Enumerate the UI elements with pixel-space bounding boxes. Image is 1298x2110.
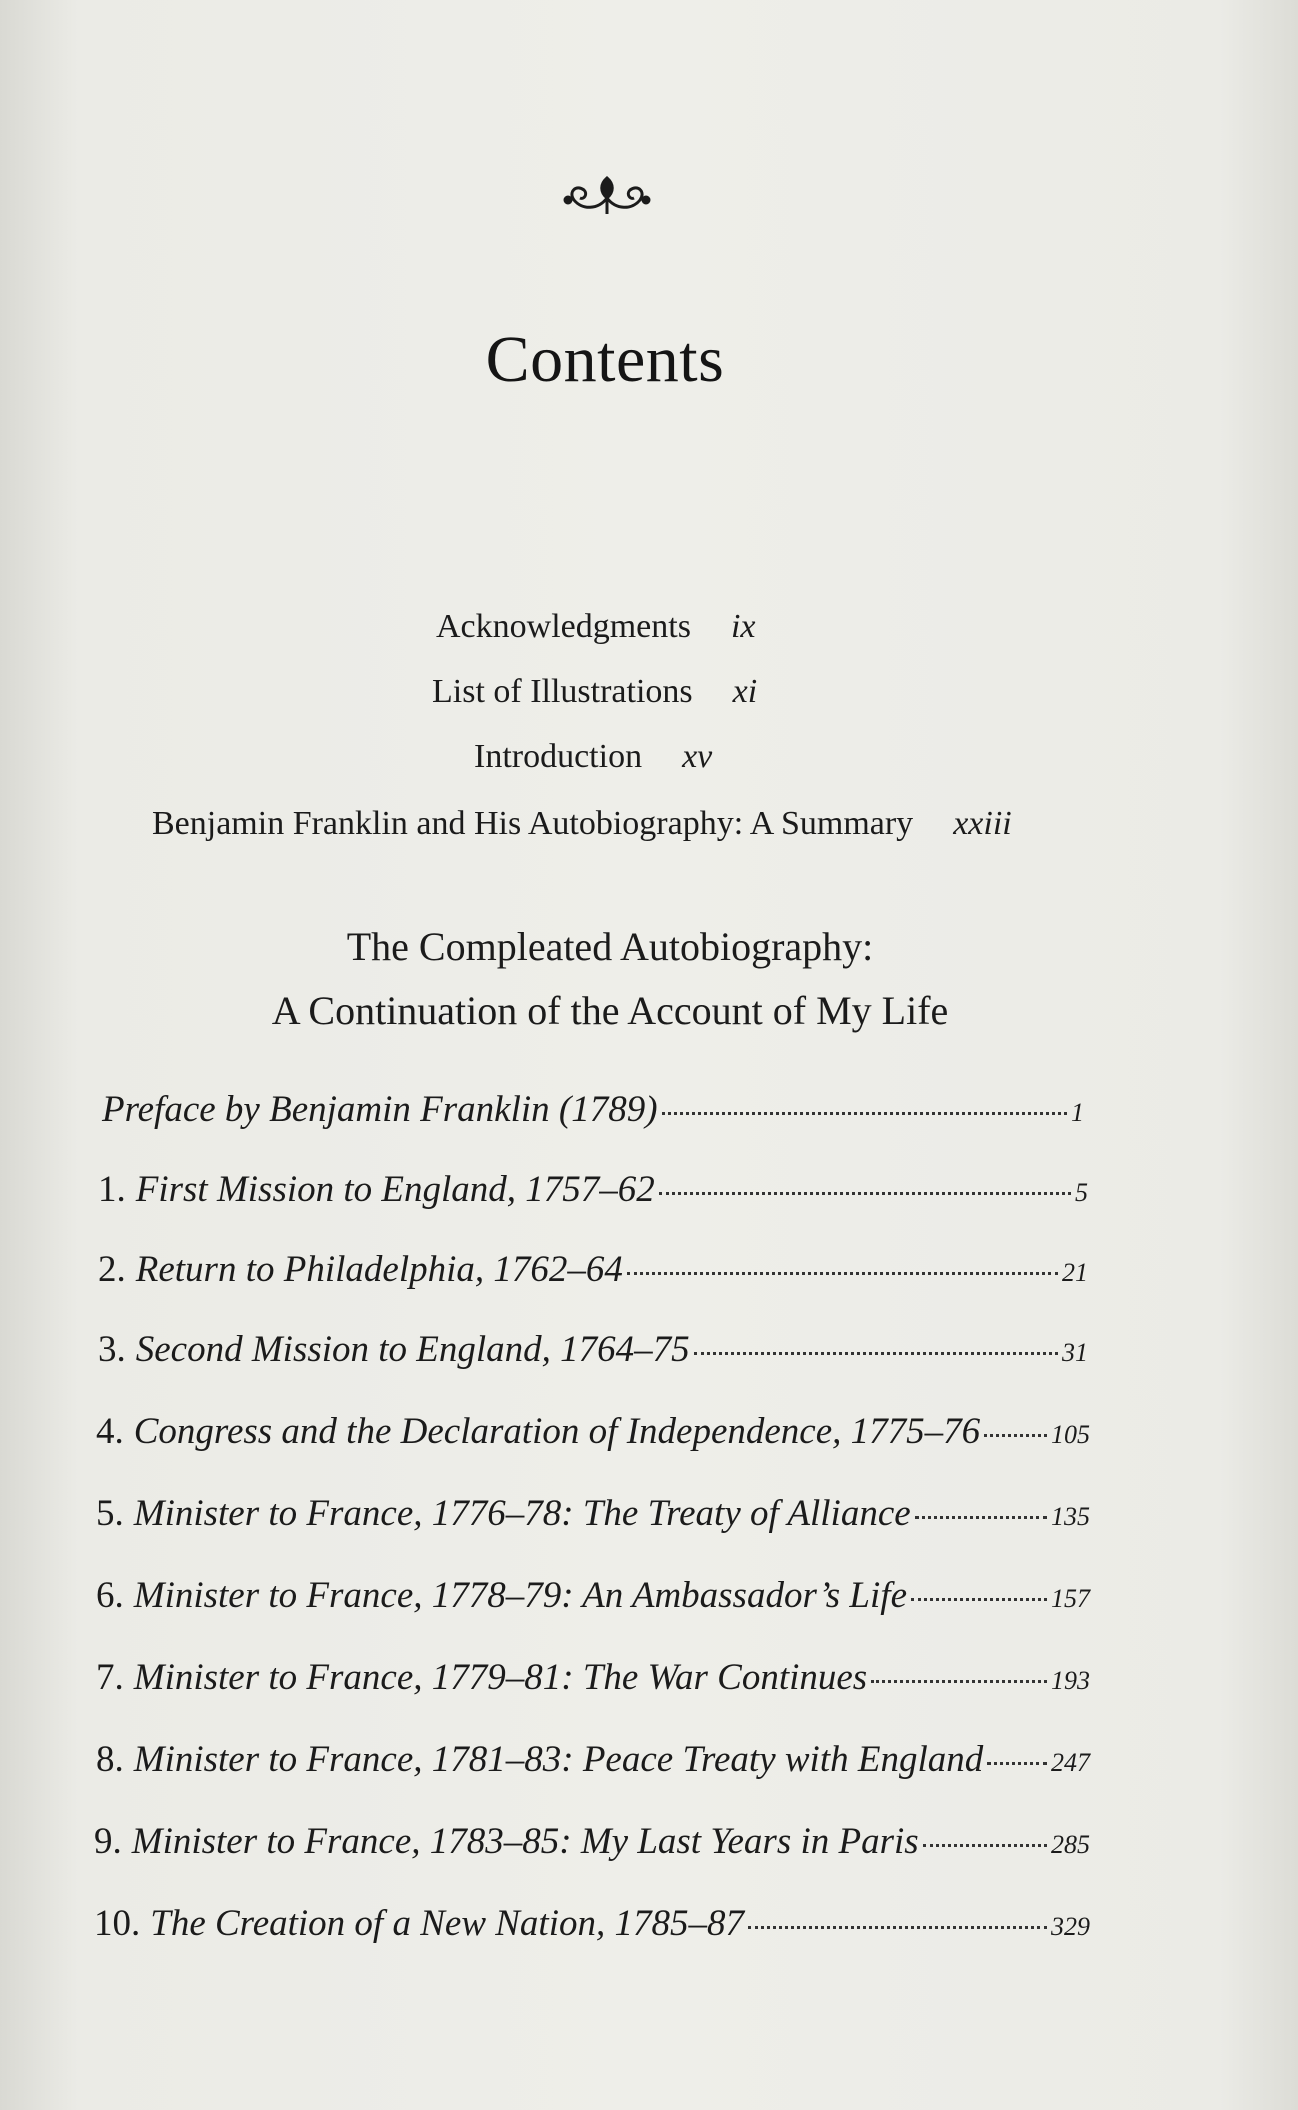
- toc-entry-title: Second Mission to England, 1764–75: [135, 1329, 690, 1370]
- toc-entry-title: Minister to France, 1776–78: The Treaty of Alliance: [133, 1493, 911, 1534]
- toc-entry-page: 5: [1075, 1178, 1088, 1207]
- toc-entry: [94, 1902, 1090, 1945]
- toc-entry-page: 247: [1051, 1748, 1090, 1777]
- toc-entry-title: Congress and the Declaration of Independence, 1775–76: [133, 1411, 981, 1452]
- toc-entry-number: 10.: [94, 1903, 141, 1944]
- fleuron-ornament-icon: [560, 170, 654, 220]
- front-matter-label: List of Illustrations: [432, 673, 693, 710]
- toc-entry-page: 135: [1051, 1502, 1090, 1531]
- toc-entry-page: 21: [1062, 1258, 1088, 1287]
- toc-entry: [98, 1248, 1088, 1291]
- toc-entry-number: 4.: [96, 1411, 124, 1452]
- dot-leader: [627, 1272, 1058, 1275]
- toc-entry-number: 8.: [96, 1739, 124, 1780]
- dot-leader: [659, 1192, 1071, 1195]
- toc-entry-page: 1: [1071, 1098, 1084, 1127]
- toc-entry: [102, 1088, 1084, 1131]
- toc-entry-number: 9.: [94, 1821, 122, 1862]
- dot-leader: [911, 1598, 1047, 1601]
- toc-entry: [94, 1820, 1090, 1863]
- toc-entry: [98, 1168, 1088, 1211]
- dot-leader: [987, 1762, 1047, 1765]
- toc-entry-number: 1.: [98, 1169, 126, 1210]
- toc-entry-title: Minister to France, 1779–81: The War Continues: [133, 1657, 868, 1698]
- dot-leader: [923, 1844, 1047, 1847]
- front-matter-item: [152, 805, 1012, 843]
- toc-entry-title: The Creation of a New Nation, 1785–87: [150, 1903, 744, 1944]
- toc-entry-page: 105: [1051, 1420, 1090, 1449]
- toc-entry-number: 6.: [96, 1575, 124, 1616]
- toc-entry-page: 157: [1051, 1584, 1090, 1613]
- section-heading-line-2: A Continuation of the Account of My Life: [271, 988, 949, 1033]
- toc-entry-page: 31: [1062, 1338, 1088, 1367]
- front-matter-label: Introduction: [474, 738, 643, 775]
- toc-entry: [98, 1328, 1088, 1371]
- front-matter-page: xxiii: [953, 805, 1012, 842]
- front-matter-item: [432, 673, 757, 711]
- toc-entry: [96, 1492, 1090, 1535]
- toc-entry-number: 5.: [96, 1493, 124, 1534]
- toc-entry: [96, 1738, 1090, 1781]
- toc-entry-title: First Mission to England, 1757–62: [135, 1169, 655, 1210]
- toc-entry-title: Return to Philadelphia, 1762–64: [135, 1249, 623, 1290]
- front-matter-label: Acknowledgments: [436, 608, 691, 645]
- toc-entry-number: 7.: [96, 1657, 124, 1698]
- dot-leader: [871, 1680, 1047, 1683]
- toc-entry-title: Minister to France, 1778–79: An Ambassador’s Life: [133, 1575, 907, 1616]
- front-matter-page: xv: [682, 738, 713, 775]
- dot-leader: [694, 1352, 1058, 1355]
- page-title: Contents: [485, 323, 725, 396]
- dot-leader: [748, 1926, 1047, 1929]
- toc-entry-page: 285: [1051, 1830, 1090, 1859]
- front-matter-page: ix: [730, 608, 756, 645]
- toc-entry-title: Preface by Benjamin Franklin (1789): [102, 1089, 658, 1130]
- dot-leader: [984, 1434, 1047, 1437]
- dot-leader: [915, 1516, 1047, 1519]
- toc-entry-number: 2.: [98, 1249, 126, 1290]
- toc-entry-number: 3.: [98, 1329, 126, 1370]
- toc-entry-page: 193: [1051, 1666, 1090, 1695]
- toc-entry-page: 329: [1051, 1912, 1090, 1941]
- front-matter-page: xi: [732, 673, 758, 710]
- toc-entry-title: Minister to France, 1783–85: My Last Years in Paris: [131, 1821, 919, 1862]
- toc-entry: [96, 1410, 1090, 1453]
- front-matter-item: [436, 608, 756, 646]
- front-matter-item: [474, 738, 712, 776]
- dot-leader: [662, 1112, 1067, 1115]
- toc-entry: [96, 1656, 1090, 1699]
- front-matter-label: Benjamin Franklin and His Autobiography: A Summary: [152, 805, 914, 842]
- section-heading-line-1: The Compleated Autobiography:: [346, 924, 874, 969]
- section-heading: [0, 915, 1220, 1043]
- toc-entry-title: Minister to France, 1781–83: Peace Treaty with England: [133, 1739, 984, 1780]
- toc-entry: [96, 1574, 1090, 1617]
